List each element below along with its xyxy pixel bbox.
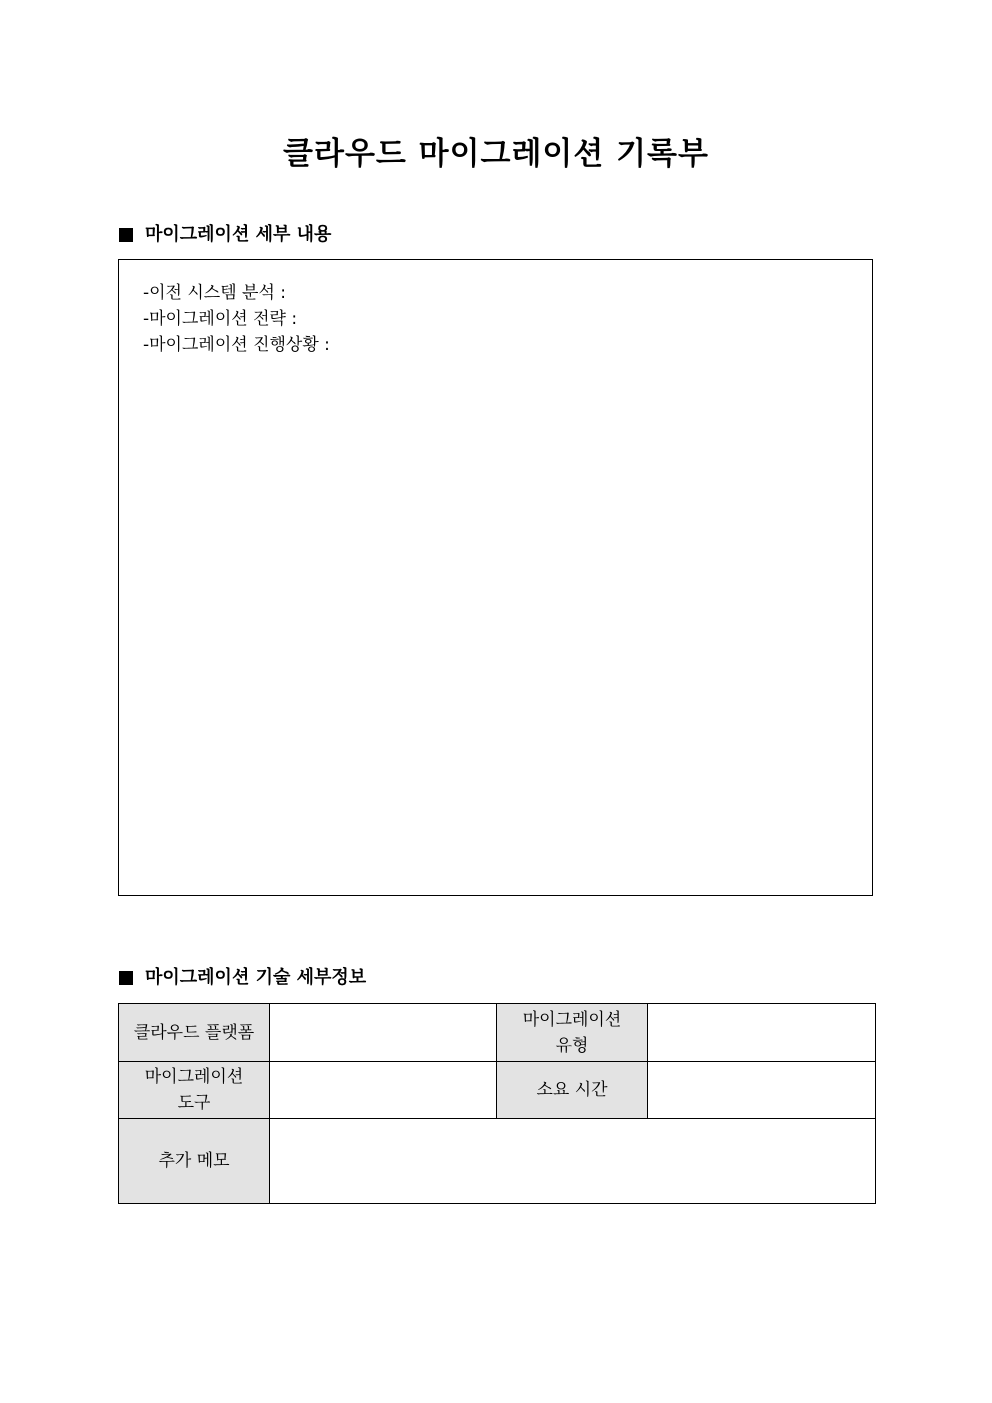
- cloud-platform-field[interactable]: [270, 1004, 497, 1062]
- document-title: 클라우드 마이그레이션 기록부: [283, 136, 709, 172]
- section-heading-migration-details: [119, 223, 331, 247]
- migration-tool-label: 마이그레이션 도구: [119, 1062, 270, 1119]
- duration-label: 소요 시간: [497, 1062, 648, 1119]
- technical-details-table: [118, 1003, 876, 1204]
- additional-memo-field[interactable]: [270, 1119, 876, 1204]
- cloud-platform-label: 클라우드 플랫폼: [119, 1004, 270, 1062]
- duration-field[interactable]: [648, 1062, 876, 1119]
- section-heading-technical-details: [119, 966, 366, 990]
- migration-type-field[interactable]: [648, 1004, 876, 1062]
- section-heading-label: 마이그레이션 기술 세부정보: [145, 967, 367, 988]
- legacy-system-analysis-line: -이전 시스템 분석 :: [143, 283, 287, 303]
- migration-progress-line: -마이그레이션 진행상황 :: [143, 335, 330, 355]
- migration-strategy-line: -마이그레이션 전략 :: [143, 309, 298, 329]
- migration-details-box[interactable]: [118, 259, 873, 896]
- square-bullet-icon: [119, 971, 133, 985]
- square-bullet-icon: [119, 228, 133, 242]
- section-heading-label: 마이그레이션 세부 내용: [145, 224, 332, 245]
- migration-type-label: 마이그레이션 유형: [497, 1004, 648, 1062]
- table-row: [119, 1004, 876, 1062]
- table-row: [119, 1119, 876, 1204]
- table-row: [119, 1062, 876, 1119]
- migration-tool-field[interactable]: [270, 1062, 497, 1119]
- additional-memo-label: 추가 메모: [119, 1119, 270, 1204]
